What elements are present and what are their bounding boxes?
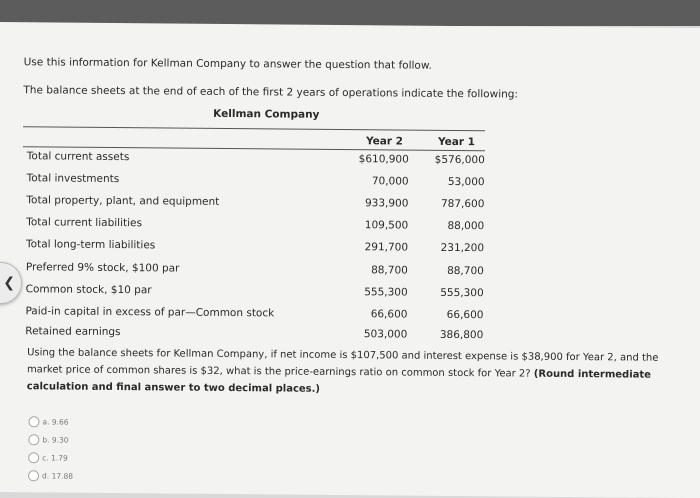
- table-row: [26, 261, 486, 285]
- year-2-value: 503,000: [363, 328, 408, 341]
- answer-option-c[interactable]: [28, 450, 68, 464]
- intro-line-2: The balance sheets at the end of each of the first 2 years of operations indicate the following:: [23, 84, 519, 101]
- chevron-left-icon: ❮: [3, 275, 15, 291]
- answer-option-a[interactable]: [28, 414, 68, 428]
- radio-button[interactable]: [28, 434, 39, 445]
- year-2-value: 933,900: [364, 197, 409, 210]
- year-2-value: 88,700: [371, 264, 408, 277]
- option-value: 9.66: [51, 416, 69, 427]
- radio-button[interactable]: [28, 470, 39, 481]
- year-1-value: $576,000: [434, 153, 485, 167]
- year-1-value: 88,700: [447, 264, 484, 278]
- year-2-value: 66,600: [370, 308, 408, 321]
- option-letter: b.: [42, 434, 50, 444]
- row-label: Total current assets: [26, 150, 130, 164]
- option-value: 9.30: [51, 434, 69, 445]
- year-1-value: 53,000: [447, 175, 485, 189]
- year-1-value: 386,800: [439, 328, 484, 342]
- rounding-instruction: (Round intermediate calculation and final answer to two decimal places.): [26, 368, 652, 395]
- table-row: [26, 283, 486, 307]
- year-1-value: 88,000: [447, 219, 485, 233]
- year-2-value: 109,500: [364, 219, 409, 232]
- option-value: 1.79: [51, 452, 68, 463]
- header-year-1: Year 1: [437, 135, 476, 149]
- option-letter: c.: [42, 452, 49, 462]
- year-1-value: 787,600: [440, 197, 485, 211]
- table-row: [27, 172, 487, 196]
- row-label: Retained earnings: [25, 325, 121, 339]
- year-2-value: 555,300: [364, 286, 408, 299]
- option-letter: d.: [42, 470, 50, 480]
- row-label: Total investments: [26, 172, 120, 186]
- table-top-rule: [23, 126, 485, 131]
- question-page: [0, 22, 700, 498]
- answer-option-d[interactable]: [28, 468, 73, 482]
- year-1-value: 231,200: [440, 241, 485, 255]
- year-1-value: 555,300: [440, 286, 484, 300]
- table-row: [27, 150, 487, 174]
- question-text: [27, 344, 687, 401]
- table-row: [26, 238, 486, 262]
- row-label: Preferred 9% stock, $100 par: [25, 261, 180, 275]
- question-body: Using the balance sheets for Kellman Company, if net income is $107,500 and interest expense is $38,900 for Year 2, and the market price of common shares is $32, what is the price-earnings ratio on common stock for Year 2?: [26, 347, 659, 380]
- option-value: 17.88: [51, 470, 74, 481]
- intro-line-1: Use this information for Kellman Company to answer the question that follow.: [23, 56, 432, 72]
- answer-option-b[interactable]: [28, 432, 68, 446]
- table-row: [26, 194, 486, 218]
- row-label: Total current liabilities: [26, 216, 143, 230]
- radio-button[interactable]: [28, 416, 39, 427]
- year-2-value: 291,700: [364, 241, 409, 254]
- company-title: Kellman Company: [213, 107, 320, 121]
- radio-button[interactable]: [28, 452, 39, 463]
- year-1-value: 66,600: [446, 308, 484, 322]
- table-row: [26, 216, 486, 240]
- year-2-value: $610,900: [358, 153, 409, 166]
- row-label: Paid-in capital in excess of par—Common stock: [25, 305, 275, 320]
- row-label: Common stock, $10 par: [25, 283, 152, 297]
- option-letter: a.: [42, 416, 50, 426]
- row-label: Total long-term liabilities: [26, 238, 156, 252]
- header-year-2: Year 2: [365, 135, 404, 148]
- year-2-value: 70,000: [371, 175, 409, 188]
- row-label: Total property, plant, and equipment: [26, 194, 220, 208]
